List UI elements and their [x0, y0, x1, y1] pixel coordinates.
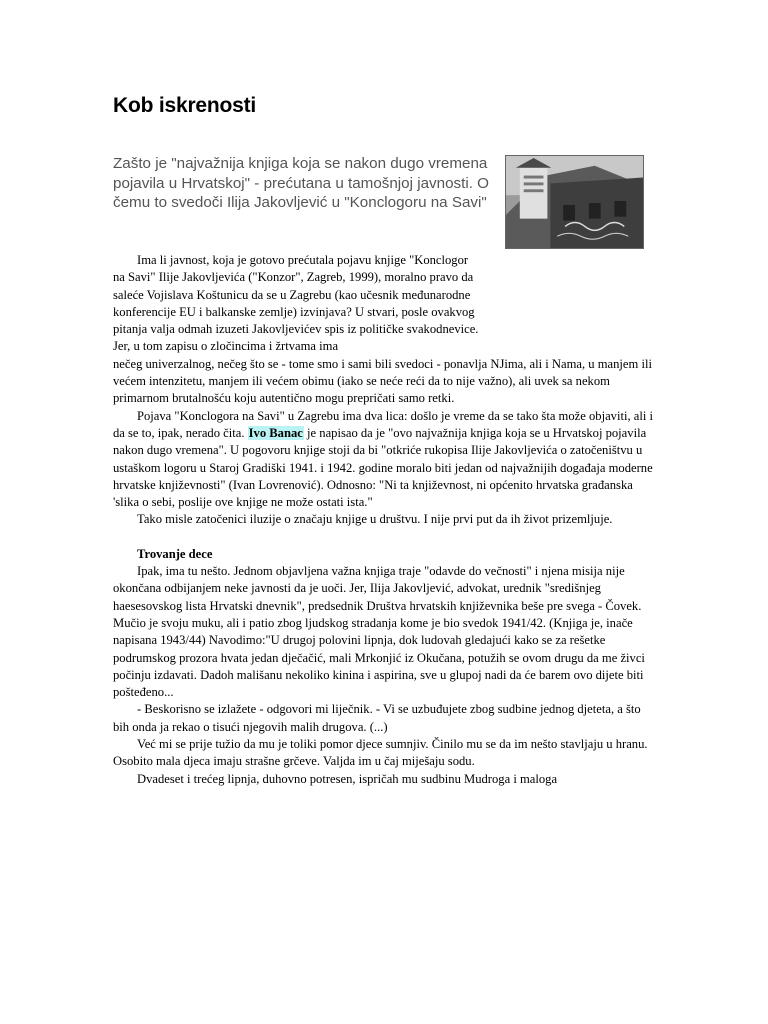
paragraph-4: Ipak, ima tu nešto. Jednom objavljena važna knjiga traje "odavde do večnosti" i njena misija nije okončana odbijanjem neke javnosti da je uoči. Jer, Ilija Jakovljević, advokat, urednik "središnjeg haesesovskog lista Hrvatski dnevnik", predsednik Društva hrvatskih književnika beše pre svega - Čovek. Mučio je svoju muku, ali i patio zbog ljudskog stradanja kome je bio svedok 1941/42. (Knjiga je, inače napisana 1943/44) Navodimo:"U drugoj polovini lipnja, dok ludovah gledajući kako se za rešetke podrumskog prozora hvata jedan dječačić, mali Mrkonjić iz Okučana, potužih se ovom drugu da me živci počinju izdavati. Dadoh mališanu nekoliko kinina i aspirina, sve u glupoj nadi da će barem ovo dijete biti pošteđeno...: [113, 564, 645, 700]
paragraph-5: - Beskorisno se izlažete - odgovori mi liječnik. - Vi se uzbuđujete zbog sudbine jednog djeteta, a što bih onda ja rekao o tisući njegovih malih drugova. (...): [113, 702, 641, 734]
paragraph-7: Dvadeset i trećeg lipnja, duhovno potresen, ispričah mu sudbinu Mudroga i maloga: [137, 771, 558, 786]
photo-icon: [505, 155, 644, 249]
article-body: [113, 252, 653, 788]
paragraph-6: Već mi se prije tužio da mu je toliki pomor djece sumnjiv. Činilo mu se da im nešto stavljaju u hranu. Osobito mala djeca imaju strašne grčeve. Valjda im u čaj miješaju sodu.: [113, 737, 648, 769]
article-title: Kob iskrenosti: [113, 94, 257, 117]
highlighted-name[interactable]: Ivo Banac: [248, 425, 303, 440]
subheading: Trovanje dece: [137, 546, 213, 561]
paragraph-3: Tako misle zatočenici iluzije o značaju knjige u društvu. I nije prvi put da ih život prizemljuje.: [137, 512, 613, 527]
paragraph-2-before: Pojava "Konclogora na Savi" u Zagrebu ima dva lica: došlo je vreme da se tako šta može objaviti, ali i da se to, ipak, nerado čita.: [113, 408, 653, 440]
paragraph-2: [113, 408, 653, 512]
article-lead: Zašto je "najvažnija knjiga koja se nakon dugo vremena pojavila u Hrvatskoj" - prećutana u tamošnjoj javnosti. O čemu to svedoči Ilija Jakovljević u "Konclogoru na Savi": [113, 155, 489, 211]
paragraph-1-top: Ima li javnost, koja je gotovo prećutala pojavu knjige "Konclogor na Savi" Ilije Jakovljevića ("Konzor", Zagreb, 1999), moralno pravo da saleće Vojislava Koštunicu da se u Zagrebu (kao učesnik međunarodne konferencije EU i balkanske zemlje) izvinjava? U stvari, posle ovakvog pitanja valja odmah izuzeti Jakovljevićev spis iz političke svakodnevice. Jer, u tom zapisu o zločincima i žrtvama ima: [113, 253, 479, 354]
paragraph-2-after: je napisao da je "ovo najvažnija knjiga koja se u Hrvatskoj pojavila nakon dugo vremena". U pogovoru knjige stoji da bi "otkriće rukopisa Ilije Jakovljevića o zatočeništvu u ustaškom logoru u Staroj Gradiški 1941. i 1942. godine moralo biti jedan od najvažnijih događaja moderne hrvatske književnosti" (Ivan Lovrenović). Odnosno: "Ni ta književnost, ni općenito hrvatska građanska 'slika o sebi, poslije ove knjige ne može ostati ista.": [113, 425, 653, 510]
paragraph-1-rest: nečeg univerzalnog, nečeg što se - tome smo i sami bili svedoci - ponavlja NJima, ali i Nama, u manjem ili većem intenzitetu, manjem ili većem obimu (iako se neće reći da to nije važno), ali uvek sa nekom primarnom brutalnošću koju autentično mogu prepričati samo retki.: [113, 356, 652, 406]
